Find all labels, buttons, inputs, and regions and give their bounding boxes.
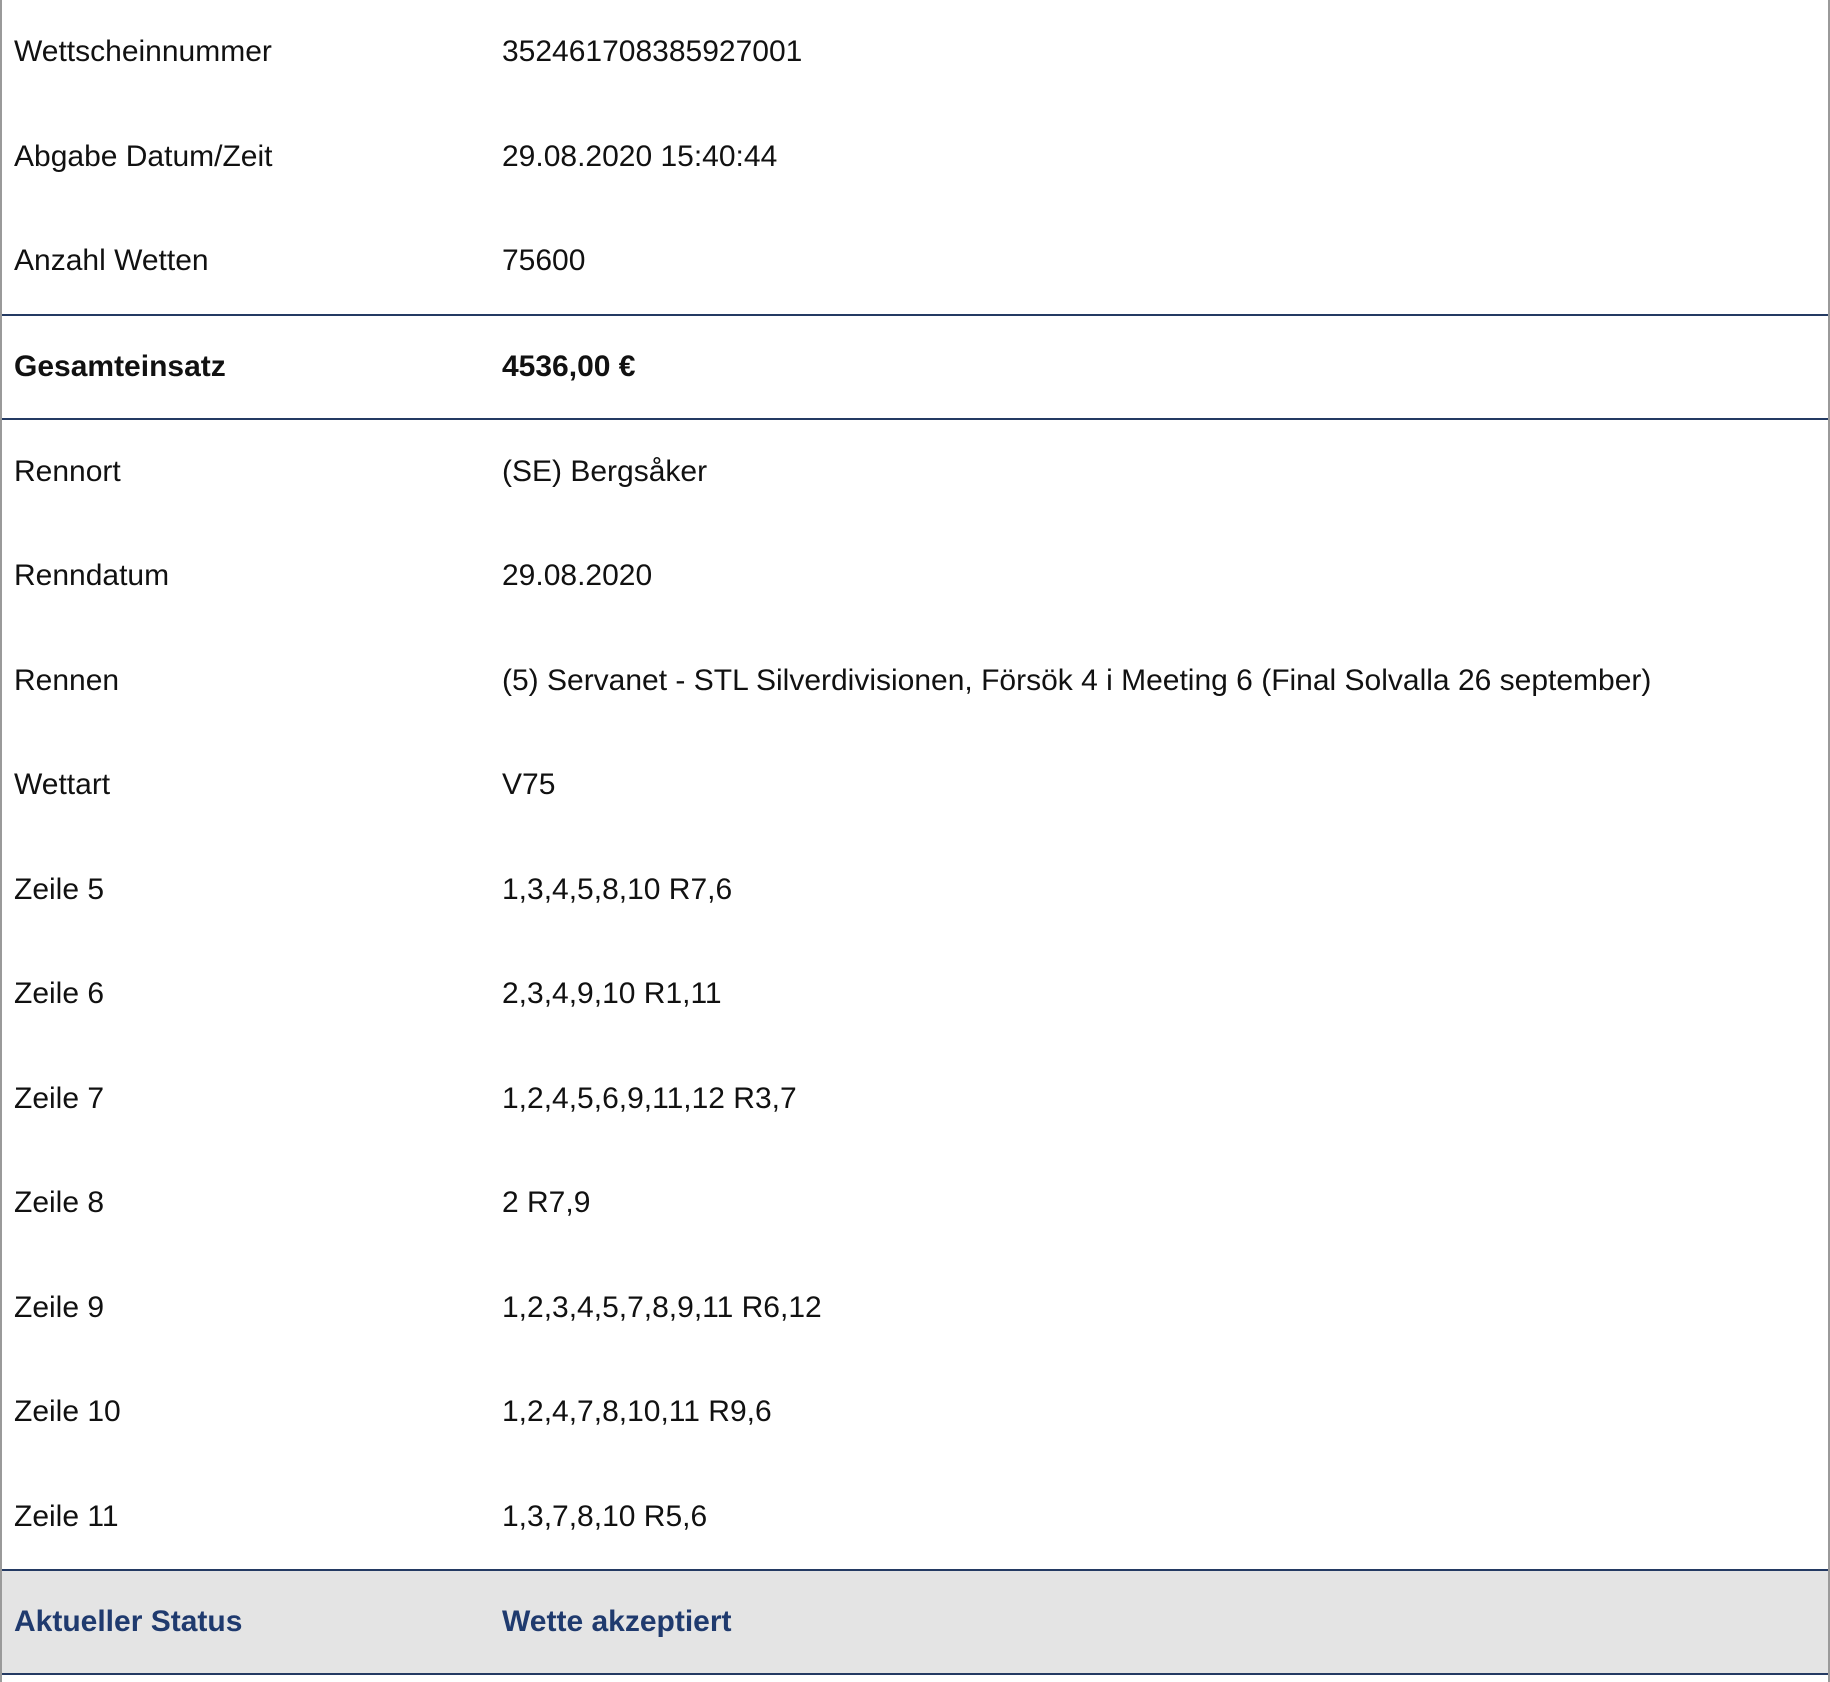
row-race-date bbox=[2, 524, 1828, 629]
row-label: Zeile 7 bbox=[14, 1081, 105, 1115]
line-selection-value: 1,3,4,5,8,10 R7,6 bbox=[502, 872, 733, 906]
row-label: Anzahl Wetten bbox=[14, 244, 209, 278]
row-total-stake bbox=[2, 314, 1828, 420]
row-label: Zeile 6 bbox=[14, 977, 105, 1011]
row-label: Rennort bbox=[14, 454, 121, 488]
status-label: Aktueller Status bbox=[14, 1605, 243, 1638]
row-race-venue bbox=[2, 420, 1828, 525]
line-selection-value: 1,2,4,5,6,9,11,12 R3,7 bbox=[502, 1081, 797, 1115]
line-selection-value: 1,2,4,7,8,10,11 R9,6 bbox=[502, 1395, 772, 1429]
row-line-8 bbox=[2, 1151, 1828, 1256]
row-label: Wettscheinnummer bbox=[14, 35, 272, 69]
row-label: Zeile 10 bbox=[14, 1395, 121, 1429]
row-label: Gesamteinsatz bbox=[14, 349, 226, 383]
row-label: Renndatum bbox=[14, 559, 170, 593]
line-selection-value: 1,2,3,4,5,7,8,9,11 R6,12 bbox=[502, 1290, 822, 1324]
row-submission-datetime bbox=[2, 105, 1828, 210]
row-line-11 bbox=[2, 1465, 1828, 1570]
row-line-7 bbox=[2, 1047, 1828, 1152]
row-line-6 bbox=[2, 942, 1828, 1047]
line-selection-value: 2 R7,9 bbox=[502, 1186, 591, 1220]
race-value: (5) Servanet - STL Silverdivisionen, Försök 4 i Meeting 6 (Final Solvalla 26 september) bbox=[502, 663, 1652, 697]
row-race bbox=[2, 629, 1828, 734]
bet-type-value: V75 bbox=[502, 768, 556, 802]
submission-datetime-value: 29.08.2020 15:40:44 bbox=[502, 139, 778, 173]
row-label: Rennen bbox=[14, 663, 120, 697]
row-bet-type bbox=[2, 733, 1828, 838]
status-value: Wette akzeptiert bbox=[502, 1605, 732, 1638]
total-stake-value: 4536,00 € bbox=[502, 349, 636, 383]
row-label: Wettart bbox=[14, 768, 111, 802]
line-selection-value: 2,3,4,9,10 R1,11 bbox=[502, 977, 722, 1011]
row-line-5 bbox=[2, 838, 1828, 943]
row-line-10 bbox=[2, 1360, 1828, 1465]
row-label: Zeile 9 bbox=[14, 1290, 105, 1324]
row-ticket-number bbox=[2, 0, 1828, 105]
line-selection-value: 1,3,7,8,10 R5,6 bbox=[502, 1499, 708, 1533]
row-label: Zeile 8 bbox=[14, 1186, 105, 1220]
bet-count-value: 75600 bbox=[502, 244, 586, 278]
row-label: Zeile 11 bbox=[14, 1499, 119, 1533]
row-current-status bbox=[2, 1569, 1828, 1675]
row-label: Abgabe Datum/Zeit bbox=[14, 139, 273, 173]
race-venue-value: (SE) Bergsåker bbox=[502, 454, 708, 488]
row-line-9 bbox=[2, 1256, 1828, 1361]
race-date-value: 29.08.2020 bbox=[502, 559, 653, 593]
ticket-number-value: 352461708385927001 bbox=[502, 35, 803, 69]
row-label: Zeile 5 bbox=[14, 872, 105, 906]
row-bet-count bbox=[2, 209, 1828, 314]
